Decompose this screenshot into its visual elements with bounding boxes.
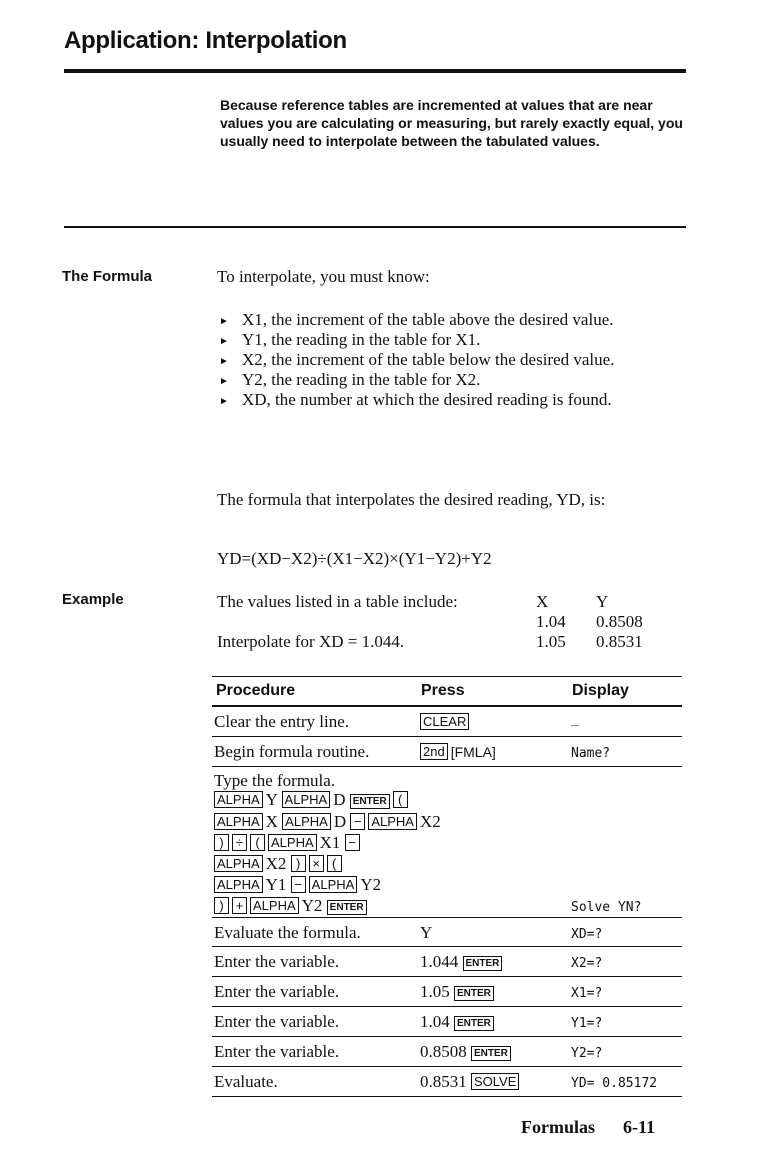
alpha-key: ALPHA [250,897,299,914]
alpha-key: ALPHA [214,855,263,872]
list-item: ► Y1, the reading in the table for X1. [217,330,677,350]
display-cell: Y2=? [571,1046,603,1061]
alpha-key: ALPHA [214,813,263,830]
right-paren-key: ) [291,855,306,872]
keystroke-line [214,833,363,853]
table-cell: 0.8531 [596,632,643,651]
formula-lead: To interpolate, you must know: [217,267,430,286]
table-rule [212,1006,682,1007]
char-x1: X1 [319,833,341,852]
procedure-cell: Clear the entry line. [214,712,350,731]
times-key: × [309,855,324,872]
section-rule [64,226,686,228]
table-rule [212,676,682,677]
char-y2: Y2 [360,875,382,894]
keystroke-line [214,812,441,832]
y-column-header: Y [596,592,609,611]
table-rule [212,766,682,767]
press-cell: Y [420,923,433,942]
example-text: The values listed in a table include: [217,592,458,611]
char-d: D [333,812,347,831]
table-cell: 0.8508 [596,612,643,631]
table-rule [212,736,682,737]
keystroke-line [214,875,381,895]
table-rule [212,917,682,918]
alpha-key: ALPHA [268,834,317,851]
alpha-key: ALPHA [214,876,263,893]
x-column-header: X [536,592,549,611]
left-paren-key: ( [250,834,265,851]
procedure-cell: Enter the variable. [214,982,340,1001]
procedure-header: Procedure [216,682,296,699]
list-item: ► X2, the increment of the table below the desired value. [217,350,677,370]
keystroke-line [214,790,411,810]
press-cell [420,1042,514,1062]
alpha-key: ALPHA [368,813,417,830]
enter-key: ENTER [463,956,503,971]
char-y1: Y1 [265,875,287,894]
minus-key: − [345,834,360,851]
procedure-cell: Type the formula. [214,771,336,790]
display-cell: Y1=? [571,1016,603,1031]
display-cell: X1=? [571,986,603,1001]
procedure-cell: Enter the variable. [214,1042,340,1061]
page-footer [521,1117,655,1138]
fmla-function: [FMLA] [450,744,496,760]
alpha-key: ALPHA [309,876,358,893]
right-paren-key: ) [214,834,229,851]
display-header: Display [572,682,629,699]
plus-key: + [232,897,247,914]
example-text-xd: Interpolate for XD = 1.044. [217,632,405,651]
requirement-list [217,310,677,410]
procedure-cell: Enter the variable. [214,1012,340,1031]
char-x: X [265,812,278,831]
formula-heading: The Formula [62,268,153,285]
char-d: D [333,790,346,809]
page-number: 6-11 [623,1117,656,1137]
alpha-key: ALPHA [214,791,263,808]
list-item: ► Y2, the reading in the table for X2. [217,370,677,390]
page-title: Application: Interpolation [64,27,347,54]
value: 1.05 [420,982,450,1001]
display-cell: _ [571,712,579,727]
enter-key: ENTER [454,1016,494,1031]
press-cell [420,742,496,762]
table-rule [212,1096,682,1097]
table-rule [212,1036,682,1037]
table-rule [212,705,682,707]
minus-key: − [350,813,365,830]
display-cell: Name? [571,746,611,761]
intro-paragraph: Because reference tables are incremented at values that are near values you are calculating or measuring, but rarely exactly equal, you usually need to interpolate between the tabulated values. [220,97,683,149]
table-rule [212,946,682,947]
display-cell: X2=? [571,956,603,971]
char-x2: X2 [265,854,287,873]
footer-section: Formulas [521,1117,595,1137]
display-cell: Solve YN? [571,900,642,915]
value: 1.044 [420,952,459,971]
procedure-cell: Evaluate the formula. [214,923,361,942]
left-paren-key: ( [393,791,408,808]
press-cell [420,952,505,972]
clear-key: CLEAR [420,713,469,730]
procedure-cell: Begin formula routine. [214,742,370,761]
display-cell: XD=? [571,927,603,942]
press-cell [420,712,472,732]
right-paren-key: ) [214,897,229,914]
procedure-cell: Evaluate. [214,1072,278,1091]
list-item: ► XD, the number at which the desired reading is found. [217,390,677,410]
press-header: Press [421,682,465,699]
press-cell [420,1072,522,1092]
table-cell: 1.04 [536,612,566,631]
minus-key: − [291,876,306,893]
formula: YD=(XD−X2)÷(X1−X2)×(Y1−Y2)+Y2 [217,549,492,568]
enter-key: ENTER [350,794,390,809]
enter-key: ENTER [454,986,494,1001]
2nd-key: 2nd [420,743,448,760]
left-paren-key: ( [327,855,342,872]
formula-intro: The formula that interpolates the desired reading, YD, is: [217,490,606,509]
alpha-key: ALPHA [282,791,331,808]
title-rule [64,69,686,73]
solve-key: SOLVE [471,1073,519,1090]
value: 1.04 [420,1012,450,1031]
display-cell: YD= 0.85172 [571,1076,658,1091]
procedure-cell: Enter the variable. [214,952,340,971]
keystroke-line [214,854,345,874]
table-cell: 1.05 [536,632,566,651]
enter-key: ENTER [327,900,367,915]
value: 0.8508 [420,1042,467,1061]
char-y: Y [265,790,278,809]
table-rule [212,1066,682,1067]
enter-key: ENTER [471,1046,511,1061]
example-heading: Example [62,591,124,608]
list-item: ► X1, the increment of the table above the desired value. [217,310,677,330]
value: 0.8531 [420,1072,467,1091]
divide-key: ÷ [232,834,247,851]
char-y2: Y2 [301,896,323,915]
press-cell [420,982,497,1002]
char-x2: X2 [419,812,441,831]
table-rule [212,976,682,977]
alpha-key: ALPHA [282,813,331,830]
keystroke-line [214,896,370,916]
press-cell [420,1012,497,1032]
